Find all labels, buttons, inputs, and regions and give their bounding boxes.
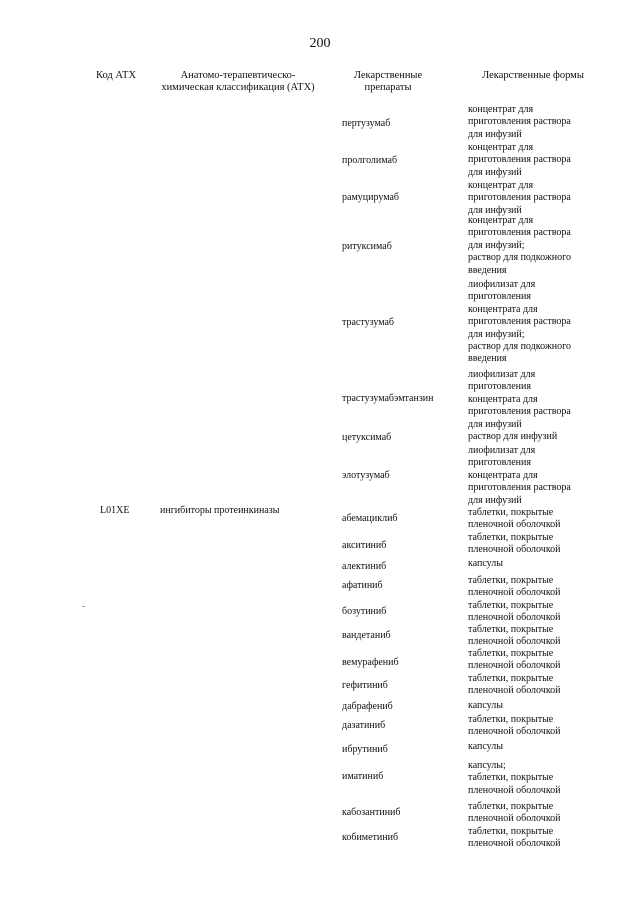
drug-name: ибрутиниб — [342, 744, 388, 755]
drug-name: трастузумаб — [342, 317, 395, 328]
drug-form-line: приготовления — [468, 381, 531, 393]
drug-form — [468, 279, 571, 366]
drug-name: трастузумабэмтанзин — [342, 393, 434, 404]
drug-form-line: концентрата для — [468, 393, 538, 405]
drug-name: дабрафениб — [342, 701, 393, 712]
drug-form-line: таблетки, покрытые — [468, 507, 554, 518]
drug-form — [468, 741, 503, 753]
drug-form-line: лиофилизат для — [468, 445, 536, 456]
drug-form — [468, 648, 561, 673]
drug-form-line: приготовления — [468, 291, 531, 303]
drug-form-line: таблетки, покрытые — [468, 624, 554, 635]
drug-form-line: концентрат для — [468, 215, 534, 226]
drug-form — [468, 624, 561, 649]
drug-form-line: для инфузий — [468, 204, 522, 216]
drug-form-line: введения — [468, 264, 507, 276]
drug-form-line: приготовления — [468, 457, 531, 469]
drug-form-line: пленочной оболочкой — [468, 660, 561, 672]
drug-form-line: приготовления раствора — [468, 316, 571, 328]
drug-form — [468, 104, 571, 141]
drug-form — [468, 558, 503, 570]
drug-form — [468, 215, 571, 277]
drug-form-line: приготовления раствора — [468, 482, 571, 494]
drug-form-line: раствор для инфузий — [468, 431, 558, 442]
drug-form — [468, 445, 571, 507]
drug-form-line: для инфузий — [468, 494, 522, 506]
header-classification: Анатомо-терапевтическо- химическая классификация (АТХ) — [161, 70, 315, 93]
drug-form — [468, 600, 561, 625]
header-drugs: Лекарственные препараты — [353, 70, 423, 93]
drug-form — [468, 826, 561, 851]
drug-name: элотузумаб — [342, 470, 390, 481]
drug-form-line: капсулы; — [468, 760, 506, 771]
drug-name: иматиниб — [342, 771, 384, 782]
drug-form-line: пленочной оболочкой — [468, 544, 561, 556]
drug-form-line: приготовления раствора — [468, 406, 571, 418]
drug-name: бозутиниб — [342, 606, 387, 617]
drug-form-line: приготовления раствора — [468, 192, 571, 204]
drug-form-line: для инфузий — [468, 418, 522, 430]
drug-form-line: таблетки, покрытые — [468, 648, 554, 659]
drug-form-line: таблетки, покрытые — [468, 714, 554, 725]
drug-form — [468, 532, 561, 557]
drug-form-line: таблетки, покрытые — [468, 673, 554, 684]
drug-form-line: для инфузий; — [468, 239, 525, 251]
atc-code: L01XE — [100, 505, 130, 516]
drug-form-line: для инфузий — [468, 166, 522, 178]
drug-name: акситиниб — [342, 540, 387, 551]
drug-form-line: концентрата для — [468, 303, 538, 315]
drug-name: ритуксимаб — [342, 241, 392, 252]
drug-form-line: таблетки, покрытые — [468, 826, 554, 837]
drug-form — [468, 507, 561, 532]
drug-form-line: пленочной оболочкой — [468, 685, 561, 697]
drug-form-line: пленочной оболочкой — [468, 519, 561, 531]
header-code: Код АТХ — [96, 70, 137, 81]
drug-form — [468, 700, 503, 712]
drug-form-line: капсулы — [468, 558, 503, 569]
drug-form-line: пленочной оболочкой — [468, 612, 561, 624]
drug-form — [468, 575, 561, 600]
drug-form-line: пленочной оболочкой — [468, 784, 561, 796]
drug-name: абемациклиб — [342, 513, 398, 524]
drug-name: вандетаниб — [342, 630, 391, 641]
drug-name: кабозантиниб — [342, 807, 401, 818]
drug-form-line: приготовления раствора — [468, 154, 571, 166]
drug-form-line: лиофилизат для — [468, 279, 536, 290]
drug-form — [468, 801, 561, 826]
drug-form — [468, 369, 571, 431]
header-forms: Лекарственные формы — [482, 70, 584, 81]
drug-form-line: концентрата для — [468, 469, 538, 481]
drug-name: алектиниб — [342, 561, 387, 572]
drug-name: гефитиниб — [342, 680, 388, 691]
drug-name: рамуцирумаб — [342, 192, 399, 203]
drug-form-line: концентрат для — [468, 180, 534, 191]
drug-form-line: раствор для подкожного — [468, 252, 571, 264]
drug-form-line: капсулы — [468, 741, 503, 752]
drug-name: цетуксимаб — [342, 432, 392, 443]
drug-form-line: для инфузий; — [468, 328, 525, 340]
drug-form-line: пленочной оболочкой — [468, 587, 561, 599]
drug-form-line: концентрат для — [468, 104, 534, 115]
drug-form-line: капсулы — [468, 700, 503, 711]
atc-group-name: ингибиторы протеинкиназы — [160, 505, 280, 516]
drug-form-line: таблетки, покрытые — [468, 772, 554, 784]
drug-form-line: таблетки, покрытые — [468, 532, 554, 543]
drug-form — [468, 673, 561, 698]
drug-name: пертузумаб — [342, 118, 391, 129]
drug-form-line: раствор для подкожного — [468, 341, 571, 353]
drug-form-line: таблетки, покрытые — [468, 600, 554, 611]
drug-form — [468, 714, 561, 739]
drug-form-line: для инфузий — [468, 128, 522, 140]
drug-form-line: пленочной оболочкой — [468, 726, 561, 738]
drug-form-line: таблетки, покрытые — [468, 801, 554, 812]
drug-form — [468, 431, 557, 443]
drug-form — [468, 760, 561, 797]
drug-form-line: таблетки, покрытые — [468, 575, 554, 586]
drug-form-line: пленочной оболочкой — [468, 838, 561, 850]
scan-mark — [82, 606, 85, 607]
drug-name: кобиметиниб — [342, 832, 399, 843]
drug-name: вемурафениб — [342, 657, 399, 668]
drug-form — [468, 142, 571, 179]
drug-name: пролголимаб — [342, 155, 398, 166]
page-number: 200 — [309, 36, 331, 51]
drug-form-line: пленочной оболочкой — [468, 813, 561, 825]
drug-form-line: приготовления раствора — [468, 116, 571, 128]
drug-form — [468, 180, 571, 217]
drug-form-line: лиофилизат для — [468, 369, 536, 380]
drug-form-line: пленочной оболочкой — [468, 636, 561, 648]
drug-form-line: приготовления раствора — [468, 227, 571, 239]
drug-name: дазатиниб — [342, 720, 386, 731]
drug-name: афатиниб — [342, 580, 383, 591]
drug-form-line: введения — [468, 353, 507, 365]
drug-form-line: концентрат для — [468, 142, 534, 153]
